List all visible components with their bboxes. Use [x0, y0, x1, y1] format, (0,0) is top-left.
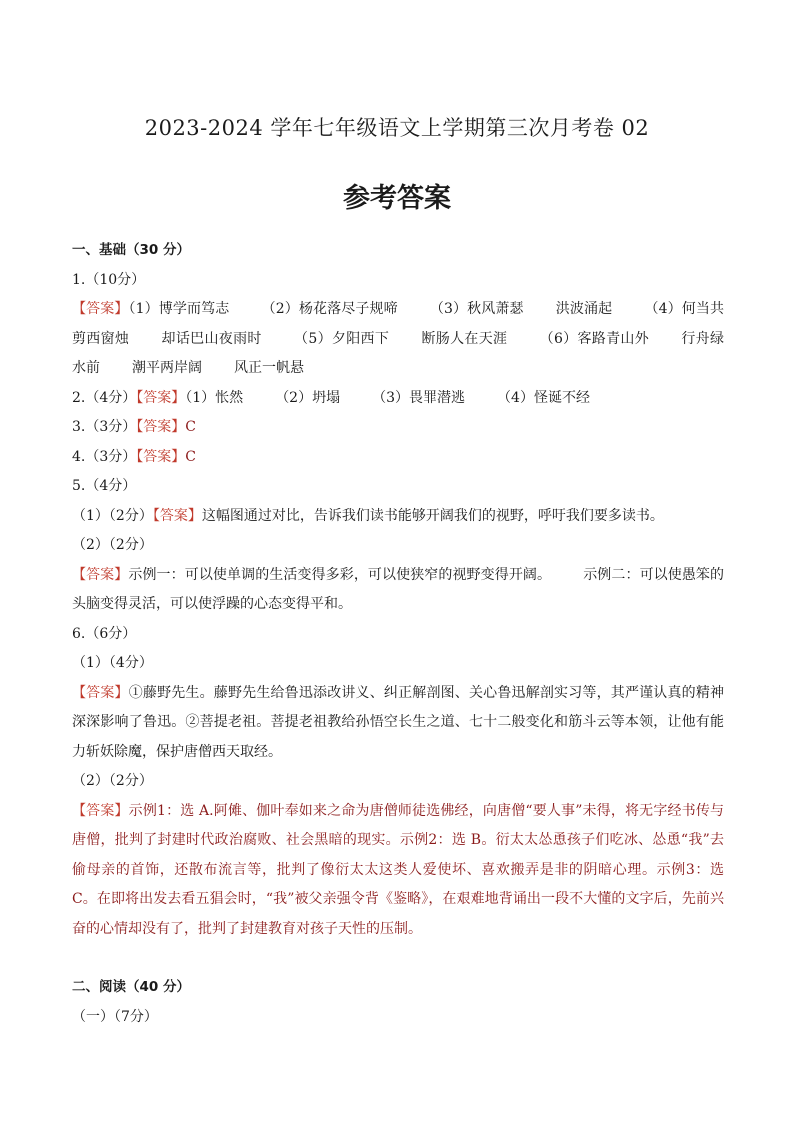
answer-tag: 【答案】: [72, 566, 129, 583]
answer-tag: 【答案】: [136, 389, 186, 406]
q2-answer: 2.（4分）【答案】（1）怅然 （2）坍塌 （3）畏罪潜逃 （4）怪诞不经: [72, 389, 590, 406]
q6-part2-label: （2）（2分）: [72, 773, 153, 789]
answer-tag: 【答案】: [72, 684, 129, 701]
q3-answer: 3.（3分）【答案】C: [72, 419, 196, 435]
section-heading-reading: 二、阅读（40 分）: [72, 979, 190, 995]
q4-answer: 4.（3分）【答案】C: [72, 448, 196, 465]
answer-tag: 【答案】: [152, 507, 202, 524]
q6-label: 6.（6分）: [72, 625, 137, 642]
section-heading-basics: 一、基础（30 分）: [72, 242, 190, 258]
answer-content: [72, 236, 724, 1032]
answer-tag: 【答案】: [72, 802, 129, 819]
reading-subsection-1: （一）（7分）: [72, 1008, 158, 1025]
q1-answer: 【答案】（1）博学而笃志 （2）杨花落尽子规啼 （3）秋风萧瑟 洪波涌起 （4）何当共剪西窗烛 却话巴山夜雨时 （5）夕阳西下 断肠人在天涯 （6）客路青山外 行舟绿水前 潮平两岸阔 风正一帆悬: [72, 301, 724, 376]
q6-part1-answer: 【答案】①藤野先生。藤野先生给鲁迅添改讲义、纠正解剖图、关心鲁迅解剖实习等，其严谨认真的精神深深影响了鲁迅。②菩提老祖。菩提老祖教给孙悟空长生之道、七十二般变化和筋斗云等本领，让他有能力斩妖除魔，保护唐僧西天取经。: [72, 684, 725, 760]
q1-label: 1.（10分）: [72, 271, 146, 288]
q6-part1-label: （1）（4分）: [72, 655, 153, 671]
q6-part2-answer: 【答案】示例1：选 A.阿傩、伽叶奉如来之命为唐僧师徒选佛经，向唐僧“要人事”未得，将无字经书传与唐僧，批判了封建时代政治腐败、社会黑暗的现实。示例2：选 B。衍太太怂恿孩子们吃冰、怂恿“我”去偷母亲的首饰，还散布流言等，批判了像衍太太这类人爱使坏、喜欢搬弄是非的阴暗心理。示例3：选 C。在即将出发去看五猖会时，“我”被父亲强令背《鉴略》，在艰难地背诵出一段不大懂的文字后，先前兴奋的心情却没有了，批判了封建教育对孩子天性的压制。: [72, 802, 725, 937]
q5-part2-label: （2）（2分）: [72, 537, 153, 553]
q5-part2-answer: 【答案】示例一：可以使单调的生活变得多彩，可以使狭窄的视野变得开阔。 示例二：可以使愚笨的头脑变得灵活，可以使浮躁的心态变得平和。: [72, 566, 725, 612]
answer-tag: 【答案】: [136, 448, 186, 465]
document-subtitle: 参考答案: [343, 183, 451, 214]
q5-label: 5.（4分）: [72, 478, 137, 494]
q5-part1-answer: （1）（2分）【答案】这幅图通过对比，告诉我们读书能够开阔我们的视野，呼吁我们要多读书。: [72, 507, 664, 524]
answer-tag: 【答案】: [72, 301, 129, 317]
answer-tag: 【答案】: [136, 419, 186, 435]
document-title: 2023-2024 学年七年级语文上学期第三次月考卷 02: [144, 116, 650, 140]
